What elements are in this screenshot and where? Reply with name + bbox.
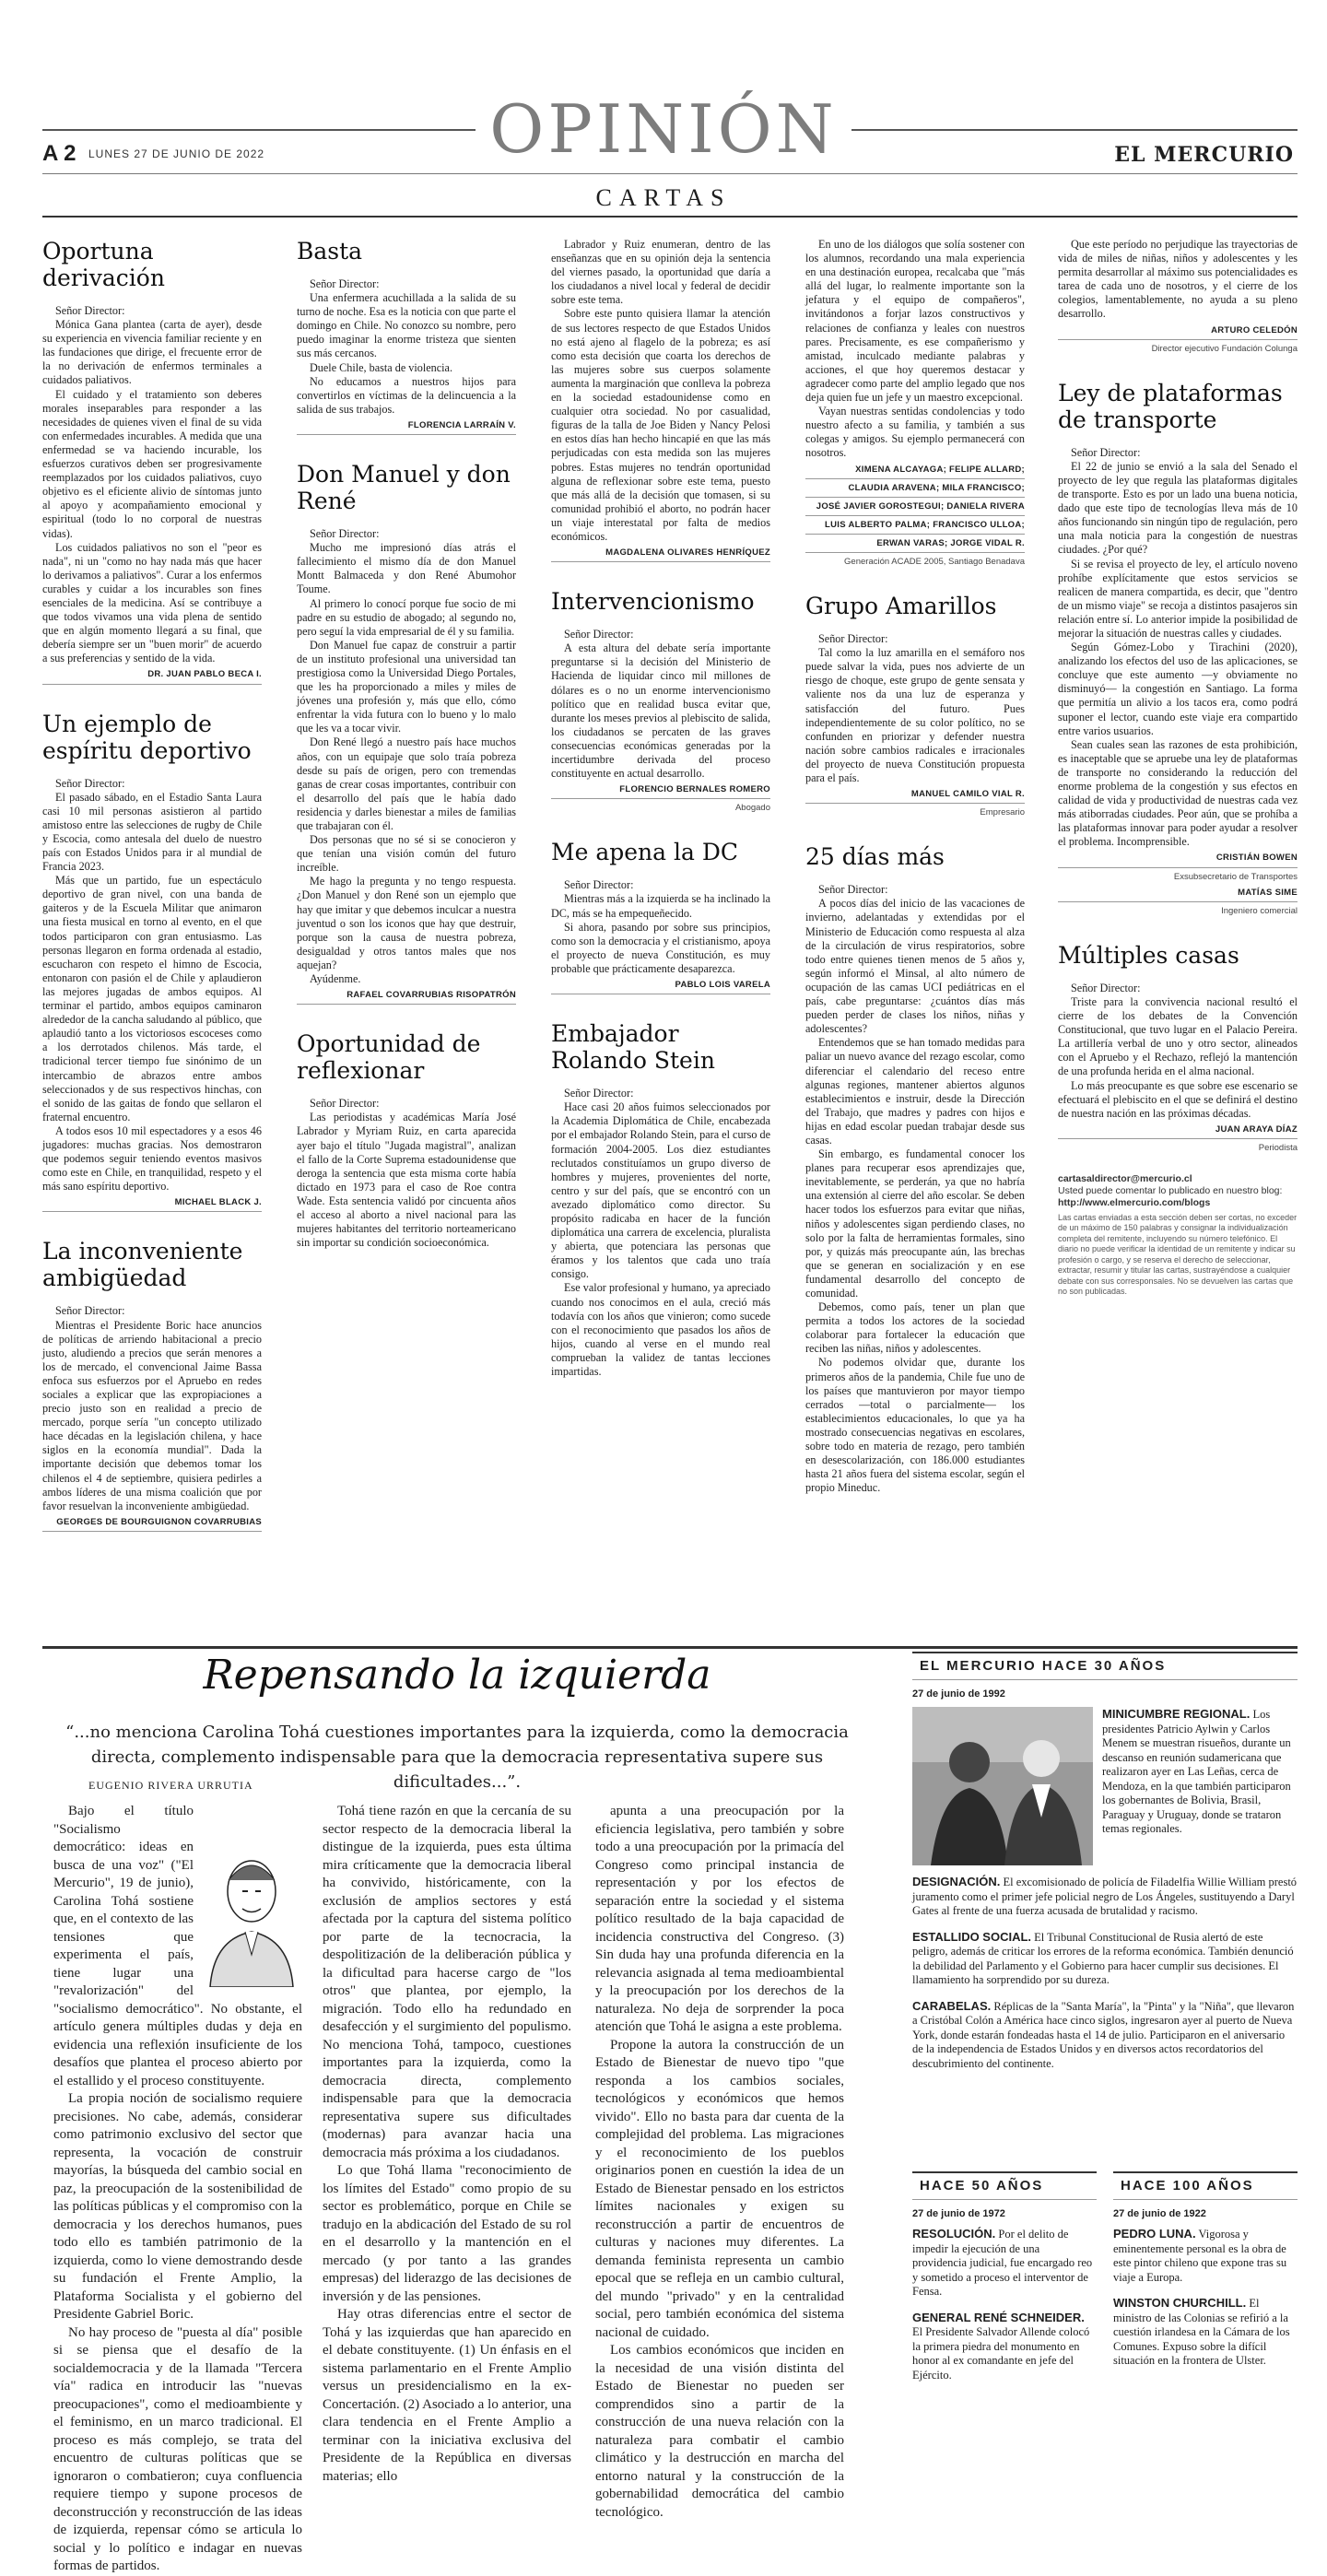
- feature-paragraph: Tohá tiene razón en que la cercanía de su sector respecto de la democracia liberal la distingue de la izquierda, pues esta última mira críticamente que la democracia liberal ha convivido, históricamente, con la exclusión de amplios sectores y está afectada por la captura del sistema político por parte de la tecnocracia, la despolitización de la deliberación pública y la dificultad para hacerse cargo de "los otros" que plantea, por ejemplo, la migración. Todo ello ha redundado en desafección y el surgimiento del populismo. No menciona Tohá, tampoco, cuestiones importantes para la izquierda, como la democracia directa, complemento indispensable para que la democracia representativa supere sus dificultades (modernas) para avanzar hacia una democracia más próxima a los ciudadanos.: [323, 1804, 571, 2160]
- letter-signature: MICHAEL BLACK J.: [42, 1195, 262, 1212]
- letter-role: Empresario: [980, 807, 1025, 818]
- letter-salutation: Señor Director:: [818, 632, 888, 646]
- letter: [42, 238, 262, 685]
- letters-column-5: [1058, 238, 1298, 1298]
- hace-30-date: 27 de junio de 1992: [912, 1688, 1005, 1700]
- letter-signature: ERWAN VARAS; JORGE VIDAL R.: [805, 536, 1025, 553]
- hace-50-header: HACE 50 AÑOS: [912, 2171, 1097, 2200]
- letter-role: Director ejecutivo Fundación Colunga: [1151, 343, 1298, 354]
- letter-paragraph: Lo más preocupante es que sobre ese escenario se efectuará el plebiscito en el que se definirá el destino de nuestra nación en las próximas décadas.: [1058, 1078, 1298, 1120]
- feature-column-3: [595, 1803, 844, 2522]
- letter: [42, 711, 262, 1213]
- feature-paragraph: Los cambios económicos que inciden en la necesidad de una visión distinta del Estado de Bienestar no pueden ser comprendidos sino a partir de la construcción de una nueva relación con la naturaleza para combatir el cambio climático y la destrucción en marcha del entorno natural y la construcción de la gobernabilidad democrática del cambio tecnológico.: [595, 2343, 844, 2520]
- hace-100-item: [1113, 2296, 1298, 2369]
- hace-50-date: 27 de junio de 1972: [912, 2207, 1005, 2219]
- letter-salutation: Señor Director:: [310, 277, 380, 290]
- letter-paragraph: En uno de los diálogos que solía sostener con los alumnos, recordando una mala experiencia en una destinación europea, recalcaba que "más allá del lugar, lo realmente importante son la jefatura y el equipo de compañeros", invitándonos a forjar lazos constructivos y relaciones de confianza y leales con nuestros pares. Precisamente, es ese compañerismo y amistad, inculcado mediante palabras y acciones, el que hoy queremos destacar y agradecer como parte del amplio legado que nos deja quien fue un jefe y un maestro excepcional.: [805, 238, 1025, 405]
- hace-30-item: [1102, 1707, 1298, 1865]
- author-portrait-drawing: [201, 1840, 302, 1987]
- letter-salutation: Señor Director:: [564, 1087, 634, 1100]
- letter-paragraph: Labrador y Ruiz enumeran, dentro de las enseñanzas que en su opinión deja la sentencia del viernes pasado, la oportunidad que daría a los ciudadanos a nivel local y federal de decidir sobre este tema.: [551, 238, 770, 307]
- letter-paragraph: Que este período no perjudique las trayectorias de vida de miles de niñas, niños y adolescentes y les permita desarrollar al máximo sus potencialidades es tarea de cada uno de nosotros, y el cierre de los colegios, lamentablemente, no ayuda a su pleno desarrollo.: [1058, 238, 1298, 321]
- letter-title: Intervencionismo: [551, 588, 755, 616]
- letter-paragraph: Vayan nuestras sentidas condolencias y todo nuestro afecto a su familia, y también a sus colegas y amigos. Su ejemplo permanecerá con nosotros.: [805, 405, 1025, 460]
- letter: [551, 1020, 770, 1379]
- letter-title: Embajador Rolando Stein: [551, 1020, 715, 1075]
- hace-30-item-text: El Tribunal Constitucional de Rusia alertó de este peligro, además de criticar los errores de la reforma económica. También denunció la debilidad del Parlamento y el Gobierno para hacer cumplir sus decisiones. El llamamiento ha sorprendido por su dureza.: [912, 1930, 1294, 1986]
- letter-title: La inconveniente ambigüedad: [42, 1238, 243, 1292]
- hace-30-item-text: El excomisionado de policía de Filadelfia Willie William prestó juramento como el primer jefe policial negro de Los Ángeles, sustituyendo a Daryl Gates al frente de una fuerza acusada de brutalidad y racismo.: [912, 1876, 1298, 1917]
- letter-signature: XIMENA ALCAYAGA; FELIPE ALLARD;: [805, 463, 1025, 479]
- letter-role: Exsubsecretario de Transportes: [1173, 871, 1298, 882]
- letter: [551, 588, 770, 815]
- hace-30-header: EL MERCURIO HACE 30 AÑOS: [912, 1652, 1298, 1680]
- letter-title: Un ejemplo de espíritu deportivo: [42, 710, 252, 764]
- letter-signature: RAFAEL COVARRUBIAS RISOPATRÓN: [297, 988, 516, 1005]
- historic-photo: [912, 1707, 1093, 1865]
- letter-role: Periodista: [1258, 1142, 1298, 1153]
- letter-title: Me apena la DC: [551, 839, 739, 866]
- letter-role: Abogado: [734, 803, 770, 814]
- letter-title: Basta: [297, 238, 363, 265]
- letter-paragraph: Si ahora, pasando por sobre sus principios, como son la democracia y el cristianismo, apoya el proyecto de nueva Constitución, es muy probable que prácticamente desaparezca.: [551, 920, 770, 975]
- letter-continued: [551, 238, 770, 562]
- letter-paragraph: Triste para la convivencia nacional resultó el cierre de los debates de la Convención Constitucional, que tuvo lugar en el Palacio Pereira. La artillería verbal de uno y otro sector, alineados con el Apruebo y el Rechazo, reflejó la mantención de una profunda herida en el alma nacional.: [1058, 994, 1298, 1078]
- page-number: A 2: [42, 141, 76, 166]
- section-title: OPINIÓN: [489, 90, 838, 168]
- hace-100-item-text: Vigorosa y eminentemente personal es la obra de este pintor chileno que expone tras su viaje a Europa.: [1113, 2228, 1287, 2284]
- letter-paragraph: Mientras más a la izquierda se ha inclinado la DC, más se ha empequeñecido.: [551, 892, 770, 920]
- hace-30-box: [912, 1652, 1298, 2071]
- letter-paragraph: Según Gómez-Lobo y Tirachini (2020), analizando los efectos del uso de las aplicaciones, se concluye que este aumento —y obviamente no disminuyó— la congestión en Santiago. La forma que permitía un alivio a los tacos era, como podrá suponer el lector, cuando este viaje era compartido entre varios usuarios.: [1058, 641, 1298, 737]
- letter: [297, 461, 516, 1005]
- bottom-band-rule: [42, 1646, 1298, 1649]
- letter-signature: JOSÉ JAVIER GOROSTEGUI; DANIELA RIVERA: [805, 500, 1025, 516]
- letter-paragraph: A pocos días del inicio de las vacaciones de invierno, adelantadas y extendidas por el Ministerio de Educación como respuesta al alza de la circulación de virus respiratorios, sobre todo entre quienes tienen menos de 5 años y, según informó el Minsal, al alto número de ocupación de las camas UCI pediátricas en el país, cabe preguntarse: ¿cuántos días más pueden perder de clases los niños, niñas y adolescentes?: [805, 897, 1025, 1036]
- feature-paragraph: La propia noción de socialismo requiere precisiones. No cabe, además, considerar como patrimonio exclusivo del sector que representa, la vocación de construir mayorías, la búsqueda del cambio social en paz, la preocupación de la sostenibilidad de las políticas públicas y el compromiso con la democracia y los derechos humanos, pues todo ello es también patrimonio de la izquierda, como lo viene demostrando desde su fundación el Frente Amplio, la Plataforma Socialista y el gobierno del Presidente Gabriel Boric.: [53, 2091, 302, 2322]
- letter-paragraph: El 22 de junio se envió a la sala del Senado el proyecto de ley que regula las plataformas digitales de transporte. Esto es por un lado una buena noticia, dado que este tipo de tecnologías lleva más de 10 años funcionando sin ningún tipo de regulación, pero una mala noticia para la congestión de nuestras ciudades. ¿Por qué?: [1058, 459, 1298, 557]
- feature-paragraph: No hay proceso de "puesta al día" posible si se piensa que el desafío de la socialdemocracia y de la llamada "Tercera vía" radica en introducir las "nuevas preocupaciones", como el medioambiente y el feminismo, en un marco tradicional. El proceso es más complejo, se trata del encuentro de culturas políticas que se ignoraron o combatieron; cuya confluencia requiere tiempo y supone procesos de deconstrucción y reconstrucción de las ideas de izquierda, repensar cómo se articula lo social y lo político e indagar en nuevas formas de partidos.: [53, 2324, 302, 2573]
- letter: [805, 843, 1025, 1495]
- hace-50-item: [912, 2227, 1097, 2300]
- letter-paragraph: Las periodistas y académicas María José Labrador y Myriam Ruiz, en carta aparecida ayer bajo el título "Jugada magistral", analizan el fallo de la Corte Suprema estadounidense que deroga la sentencia que esta misma corte había dictado en 1973 para el caso de Roe contra Wade. Esta sentencia validó por cincuenta años el acceso al aborto a nivel nacional para las mujeres habitantes del territorio norteamericano sin importar su condición socioeconómica.: [297, 1111, 516, 1250]
- letter-title: Ley de plataformas de transporte: [1058, 379, 1283, 433]
- contact-email[interactable]: cartasaldirector@mercurio.cl: [1058, 1172, 1192, 1184]
- letter-signature: FLORENCIO BERNALES ROMERO: [551, 782, 770, 799]
- hace-100-item-key: PEDRO LUNA.: [1113, 2227, 1196, 2241]
- letter-salutation: Señor Director:: [310, 527, 380, 541]
- hace-100-header: HACE 100 AÑOS: [1113, 2171, 1298, 2200]
- letter: [42, 1238, 262, 1532]
- letters-column-4: [805, 238, 1025, 1495]
- subsection-rule: [42, 216, 1298, 218]
- letter-continued: [1058, 238, 1298, 356]
- letters-column-2: [297, 238, 516, 1250]
- subsection-title: CARTAS: [595, 184, 732, 211]
- hace-50-item-text: Por el delito de impedir la ejecución de una providencia judicial, fue encargado reo y sometido a proceso el interventor de Fensa.: [912, 2228, 1093, 2298]
- hace-30-item-key: ESTALLIDO SOCIAL.: [912, 1929, 1032, 1944]
- letter-signature: MANUEL CAMILO VIAL R.: [805, 787, 1025, 804]
- letter-paragraph: Sin embargo, es fundamental conocer los planes para recuperar esos aprendizajes que, inevitablemente, se perderán, ya que no habría una extensión al cierre del año escolar. Se deben hacer todos los esfuerzos para evitar que niñas, niños y adolescentes sigan perdiendo clases, no solo por la falta de herramientas formales, sino por, y quizás más preocupante aún, las brechas que se generan en socialización y en ese fundamental desarrollo del concepto de comunidad.: [805, 1147, 1025, 1300]
- hace-30-item-key: MINICUMBRE REGIONAL.: [1102, 1707, 1251, 1721]
- letter-paragraph: El pasado sábado, en el Estadio Santa Laura casi 10 mil personas asistieron al partido amistoso entre las selecciones de rugby de Chile y Escocia, como antesala del duelo de nuestro país con Estados Unidos para ir al mundial de Francia 2023.: [42, 790, 262, 874]
- letter: [297, 1030, 516, 1250]
- letter-title: Grupo Amarillos: [805, 593, 997, 620]
- letter-paragraph: Don Manuel fue capaz de construir a partir de un instituto profesional una universidad tan prestigiosa como la Universidad Diego Portales, que les ha proporcionado a miles y miles de jóvenes una profesión y, más que ello, cómo enfrentar la vida futura con lo bueno y lo malo que les va a tocar vivir.: [297, 638, 516, 735]
- hace-50-item-key: GENERAL RENÉ SCHNEIDER.: [912, 2310, 1085, 2324]
- letter-salutation: Señor Director:: [310, 1097, 380, 1111]
- letter-paragraph: Ayúdenme.: [310, 972, 361, 986]
- newspaper-name: EL MERCURIO: [1114, 143, 1294, 167]
- letter-role: Ingeniero comercial: [1221, 905, 1298, 916]
- hace-30-item-key: DESIGNACIÓN.: [912, 1875, 1001, 1888]
- feature-column-2: [323, 1803, 571, 2486]
- letter-paragraph: A todos esos 10 mil espectadores y a esos 46 jugadores: muchas gracias. Nos demostraron que podemos seguir teniendo eventos masivos como este en Chile, en tranquilidad, respeto y el más sano espíritu deportivo.: [42, 1123, 262, 1194]
- letter-title: Oportunidad de reflexionar: [297, 1030, 481, 1085]
- feature-paragraph: Bajo el título "Socialismo democrático: ideas en busca de una voz" ("El Mercurio", 19 de junio), Carolina Tohá sostiene que, en el contexto de las tensiones que experimenta el país, tiene lugar una "revalorización" del "socialismo democrático". No obstante, el artículo genera múltiples dudas y deja en evidencia una reflexión insuficiente de los desafíos que plantea el proceso abierto por el estallido y el proceso constituyente.: [53, 1804, 302, 2088]
- feature-title: Repensando la izquierda: [203, 1652, 711, 1699]
- hace-30-item-text: Réplicas de la "Santa María", la "Pinta" y la "Niña", que llevaron a Cristóbal Colón a América hace cinco siglos, ingresaron ayer al puerto de Nueva York, donde estarán fondeadas hasta el 14 de julio. Participaron en el aniversario de la independencia de Estados Unidos y en diversos actos recordatorios del descubrimiento del continente.: [912, 1999, 1295, 2070]
- letter-salutation: Señor Director:: [818, 883, 888, 897]
- letter-paragraph: Hace casi 20 años fuimos seleccionados por la Academia Diplomática de Chile, encabezada por el embajador Rolando Stein, para el curso de formación 2004-2005. Los diez estudiantes reclutados constituíamos un grupo diverso de hombres y mujeres, provenientes del norte, centro y sur del país, que se encontró con un avezado diplomático como director. Su propósito radicaba en hacer de la función diplomática una carrera de excelencia, pluralista y abierta, que potenciara las personas que éramos y los talentos que cada uno traía consigo.: [551, 1100, 770, 1281]
- hace-30-item: [912, 1875, 1298, 1919]
- letter-paragraph: Sean cuales sean las razones de esta prohibición, es inaceptable que se apruebe una ley de plataformas de transporte no considerando la reducción del enorme problema de la congestión y sus efectos en calidad de vida y productividad de nuestras cada vez más atiborradas ciudades. Peor aún, que se prohíba a las plataformas innovar para poder ayudar a resolver el problema. Incomprensible.: [1058, 737, 1298, 849]
- letters-column-3: [551, 238, 770, 1379]
- feature-paragraph: Propone la autora la construcción de un Estado de Bienestar de nuevo tipo "que responda a los cambios sociales, tecnológicos y económicos que hemos vivido". Ello no basta para dar cuenta de la complejidad del problema. Las migraciones y el reconocimiento de los pueblos originarios ponen en cuestión la idea de un Estado de Bienestar pensado en los estrictos límites nacionales y exigen su reconstrucción a partir de encuentros de culturas y naciones muy diferentes. La demanda feminista representa un cambio epocal que se refleja en un cambio cultural, del mundo "privado" y en la centralidad social, pero también económica del sistema nacional de cuidado.: [595, 2037, 844, 2340]
- letter-paragraph: Mónica Gana plantea (carta de ayer), desde su experiencia en vivencia familiar reciente y en las fundaciones que dirige, el frecuente error de la no derivación de enfermos terminales a cuidados paliativos.: [42, 318, 262, 387]
- hace-100-item-key: WINSTON CHURCHILL.: [1113, 2296, 1247, 2310]
- letter: [805, 593, 1025, 819]
- letter-title: Don Manuel y don René: [297, 461, 511, 515]
- letter-title: Oportuna derivación: [42, 238, 165, 291]
- letter: [1058, 380, 1298, 918]
- hace-50-box: [912, 2171, 1097, 2382]
- letter-signature: GEORGES DE BOURGUIGNON COVARRUBIAS: [42, 1515, 262, 1532]
- hace-30-item: [912, 1999, 1298, 2072]
- letters-column-1: [42, 238, 262, 1534]
- letter-paragraph: A esta altura del debate sería importante preguntarse si la decisión del Ministerio de Hacienda de liquidar cinco mil millones de dólares es o no un enorme intervencionismo político que en realidad busca evitar que, durante los meses previos al plebiscito de salida, los ciudadanos se percaten de las graves consecuencias económicas generadas por la incertidumbre derivada del proceso constituyente en actual desarrollo.: [551, 641, 770, 781]
- letter-paragraph: Sobre este punto quisiera llamar la atención de sus lectores respecto de que Estados Unidos no está ajeno al flagelo de la pobreza; es así como esta decisión que coarta los derechos de las mujeres sobre sus cuerpos solamente aumenta la marginación que conlleva la pobreza en la sociedad estadounidense como en cualquier otra sociedad. No por casualidad, figuras de la talla de Joe Biden y Nancy Pelosi en estos días han hecho hincapié en que las más perjudicadas con esta medida son las mujeres pobres. Estas mujeres no tendrán oportunidad alguna de reflexionar sobre este tema, puesto que más allá de la decisión que tomasen, si su comunidad prohibió el aborto, no podrán hacer un viaje interestatal por falta de medios económicos.: [551, 307, 770, 543]
- contact-blog-text: Usted puede comentar lo publicado en nuestro blog:: [1058, 1184, 1283, 1196]
- letter-signature: FLORENCIA LARRAÍN V.: [297, 418, 516, 435]
- hace-30-item-key: CARABELAS.: [912, 1998, 992, 2013]
- letter-salutation: Señor Director:: [55, 1304, 125, 1318]
- letter-paragraph: No podemos olvidar que, durante los primeros años de la pandemia, Chile fue uno de los países que mantuvieron por mayor tiempo cerrados —total o parcialmente— los establecimientos educacionales, lo que ya ha mostrado consecuencias negativas en escolares, sobre todo en materia de rezago, pero también en desescolarización, con 186.000 estudiantes hasta 21 años fuera del sistema escolar, según el propio Mineduc.: [805, 1356, 1025, 1495]
- author-portrait: [201, 1840, 302, 1987]
- feature-paragraph: Hay otras diferencias entre el sector de Tohá y las izquierdas que han aparecido en el debate constituyente. (1) Un énfasis en el sistema parlamentario en el Frente Amplio versus un presidencialismo en la ex-Concertación. (2) Asociado a lo anterior, una clara tendencia en el Frente Amplio a terminar con la iniciativa exclusiva del Presidente de la República en diversas materias; ello: [323, 2307, 571, 2484]
- hace-100-date: 27 de junio de 1922: [1113, 2207, 1206, 2219]
- contact-blog-link[interactable]: http://www.elmercurio.com/blogs: [1058, 1196, 1211, 1208]
- letter-paragraph: Dos personas que no sé si se conocieron y que tenían una visión común del futuro increíble.: [297, 833, 516, 875]
- hace-50-item-text: El Presidente Salvador Allende colocó la primera piedra del monumento en honor al ex comandante en jefe del Ejército.: [912, 2325, 1090, 2382]
- feature-author: EUGENIO RIVERA URRUTIA: [88, 1779, 253, 1792]
- letter-signature: DR. JUAN PABLO BECA I.: [42, 667, 262, 684]
- hace-50-item: [912, 2311, 1097, 2383]
- letter-signature: PABLO LOIS VARELA: [551, 978, 770, 994]
- letter-paragraph: Don René llegó a nuestro país hace muchos años, con un equipaje que solo traía pobreza desde su país de origen, pero con tremendas ganas de crear cosas importantes, contribuir con el desarrollo del país que le había dado residencia y darles bienestar a miles de familias que trabajaran con él.: [297, 735, 516, 832]
- hace-100-item: [1113, 2227, 1298, 2285]
- feature-paragraph: apunta a una preocupación por la eficiencia legislativa, pero también y sobre todo a una preocupación por la primacía del Congreso como principal instancia de representación y por los efectos de separación entre la sociedad y el sistema político resultado de la baja capacidad de incidencia constructiva del Congreso. (3) Sin duda hay una profunda diferencia en la relevancia asignada al tema medioambiental y la preocupación por los derechos de la naturaleza. No deja de sorprender la poca atención que Tohá le asigna a este problema.: [595, 1804, 844, 2034]
- letter-salutation: Señor Director:: [1071, 981, 1141, 994]
- letter-title: 25 días más: [805, 843, 945, 871]
- letter-role: Generación ACADE 2005, Santiago Benadava: [844, 556, 1025, 567]
- letter-signature: LUIS ALBERTO PALMA; FRANCISCO ULLOA;: [805, 518, 1025, 535]
- letter-continued: [805, 238, 1025, 569]
- letter-signature: MATÍAS SIME: [1058, 886, 1298, 902]
- contact-box: [1058, 1173, 1298, 1298]
- masthead-separator: [42, 173, 1298, 174]
- letter-paragraph: Mucho me impresionó días atrás el fallecimiento el mismo día de don Manuel Montt Balmaceda y don René Abumohor Toume.: [297, 541, 516, 596]
- historic-photo-drawing: [912, 1707, 1093, 1865]
- letter: [1058, 942, 1298, 1155]
- hace-30-item-text: Los presidentes Patricio Aylwin y Carlos Menem se muestran risueños, durante un descanso en reunión sudamericana que realizaron ayer en Las Leñas, cerca de Mendoza, en la que también participaron los gobernantes de Bolivia, Brasil, Paraguay y Uruguay, donde se trataron temas regionales.: [1102, 1708, 1291, 1835]
- letter: [551, 839, 770, 994]
- letter-salutation: Señor Director:: [564, 628, 634, 641]
- letter-salutation: Señor Director:: [55, 304, 125, 317]
- page-date: LUNES 27 DE JUNIO DE 2022: [88, 147, 265, 160]
- hace-100-box: [1113, 2171, 1298, 2369]
- letter-paragraph: Debemos, como país, tener un plan que permita a todos los actores de la sociedad colaborar para fortalecer la educación que reciben las niñas, niños y adolescentes.: [805, 1300, 1025, 1356]
- hace-100-item-text: El ministro de las Colonias se refirió a la cuestión irlandesa en la Cámara de los Comunes. Expuso sobre la difícil situación en la frontera de Ulster.: [1113, 2297, 1290, 2367]
- contact-fine-print: Las cartas enviadas a esta sección deben ser cortas, no exceder de un máximo de 150 palabras y consignar la individualización completa del remitente, incluyendo su número telefónico. El diario no puede verificar la identidad de un remitente y indicar su profesión o cargo, y se reserva el derecho de seleccionar, extractar, resumir y titular las cartas, sustrayéndose a cualquier debate con sus corresponsales. No se devuelven las cartas que no son publicadas.: [1058, 1212, 1298, 1297]
- feature-quote: “...no menciona Carolina Tohá cuestiones importantes para la izquierda, como la democracia directa, complemento indispensable para que la democracia representativa supere sus dificultades...”.: [65, 1723, 849, 1792]
- feature-paragraph: Lo que Tohá llama "reconocimiento de los límites del Estado" como propio de su sector es problemático, porque en Chile se tradujo en la abdicación del Estado de su rol en el desarrollo y la mantención en el mercado (y por tanto a las grandes empresas) del liderazgo de las decisiones de inversión y de las pensiones.: [323, 2163, 571, 2304]
- letter-paragraph: Si se revisa el proyecto de ley, el artículo noveno prohíbe explícitamente que estos servicios se realicen de manera compartida, es decir, que "dentro de un mismo viaje" se recoja a distintos pasajeros sin relación entre sí. Lo anterior impide la posibilidad de mejorar la situación de nuestras calles y ciudades.: [1058, 557, 1298, 640]
- letter-paragraph: Duele Chile, basta de violencia.: [310, 360, 452, 374]
- letter-paragraph: El cuidado y el tratamiento son deberes morales inseparables para responder a las necesidades de quienes viven el final de su vida con enfermedades incurables. A medida que una enfermedad se va haciendo incurable, los esfuerzos curativos deben ser progresivamente reemplazados por los cuidados paliativos, cuyo objetivo es el eficiente alivio de síntomas junto al apoyo y acompañamiento emocional y espiritual (todo lo no corporal de nuestras vidas).: [42, 387, 262, 540]
- letter-salutation: Señor Director:: [1071, 445, 1141, 459]
- letter-paragraph: Más que un partido, fue un espectáculo deportivo de gran nivel, con una banda de gaiteros y de la Escuela Militar que animaron una fiesta musical en torno al evento, en el que todos participaron con gran entusiasmo. Las personas llegaron en forma ordenada al estadio, escucharon con respeto el himno de Escocia, entonaron con pasión el de Chile y aplaudieron las mejores jugadas de ambos equipos. Al terminar el partido, ambos equipos caminaron alrededor de la cancha saludando al público, que aplaudió tanto a los victoriosos escoceses como a los derrotados chilenos. Más tarde, el tradicional tercer tiempo fue sinónimo de un intercambio de abrazos entre ambos seleccionados y de sus respectivos hinchas, con el sonido de las gaitas de fondo que sellaron el fraternal encuentro.: [42, 874, 262, 1123]
- letter-paragraph: Me hago la pregunta y no tengo respuesta. ¿Don Manuel y don René son un ejemplo que hay que imitar y que debemos inculcar a nuestra juventud o son los iconos que hay que destruir, porque son la causa de nuestra pobreza, desigualdad y otros tantos males que nos aquejan?: [297, 875, 516, 971]
- letter-paragraph: Los cuidados paliativos no son el "peor es nada", ni un "como no hay nada más que hacer lo derivamos a paliativos". Curar a los enfermos curables y cuidar a los incurables son fines esenciales de la medicina. Así se contribuye a que todos vivamos una vida plena de sentido que en algún momento llegará a su final, que debería siempre ser un "buen morir" de acuerdo a sus preferencias y sentido de la vida.: [42, 540, 262, 665]
- letter-paragraph: Entendemos que se han tomado medidas para paliar un nuevo avance del rezago escolar, como diferenciar el calendario del receso entre algunas regiones, mantener abiertos algunos establecimientos e instruir, desde la Dirección del Trabajo, que madres y padres con hijos e hijas en edad escolar puedan trabajar desde sus casas.: [805, 1036, 1025, 1147]
- letter-signature: CRISTIÁN BOWEN: [1058, 851, 1298, 867]
- letter-title: Múltiples casas: [1058, 941, 1239, 969]
- letter-salutation: Señor Director:: [55, 776, 125, 790]
- letter-signature: JUAN ARAYA DÍAZ: [1058, 1123, 1298, 1139]
- letter-paragraph: Al primero lo conocí porque fue socio de mi padre en su estudio de abogado; al segundo no, pero seguí la vida empresarial de él y su familia.: [297, 596, 516, 638]
- hace-50-item-key: RESOLUCIÓN.: [912, 2227, 996, 2241]
- feature-column-1: [53, 1803, 302, 2576]
- letter-paragraph: No educamos a nuestros hijos para convertirlos en víctimas de la delincuencia a la salida de sus trabajos.: [297, 374, 516, 416]
- letter: [297, 238, 516, 435]
- hace-30-item: [912, 1930, 1298, 1988]
- letter-signature: MAGDALENA OLIVARES HENRÍQUEZ: [551, 546, 770, 562]
- letter-signature: CLAUDIA ARAVENA; MILA FRANCISCO;: [805, 481, 1025, 498]
- letter-paragraph: Una enfermera acuchillada a la salida de su turno de noche. Esa es la noticia con que parte el domingo en Chile. No conozco su nombre, pero puedo imaginar la enorme tristeza que sienten sus más cercanos.: [297, 291, 516, 360]
- letter-paragraph: Mientras el Presidente Boric hace anuncios de políticas de arriendo habitacional a precio justo, aludiendo a precios que serán menores a los de mercado, el convencional Jaime Bassa enfoca sus esfuerzos por el Apruebo en redes sociales a explicar que las expropiaciones a precio justo son en realidad a precio de mercado, porque sería "un concepto utilizado hace décadas en la legislación chilena, y hace siglos en la economía mundial". Dada la importante decisión que debemos tomar los chilenos el 4 de septiembre, quisiera pedirles a ambos líderes de una misma coalición que por favor resuelvan la inconveniente ambigüedad.: [42, 1318, 262, 1512]
- letter-salutation: Señor Director:: [564, 878, 634, 892]
- letter-signature: ARTURO CELEDÓN: [1058, 323, 1298, 340]
- letter-paragraph: Ese valor profesional y humano, ya apreciado cuando nos conocimos en el aula, creció más todavía con los años que vinieron; como sucede con el reconocimiento que pasados los años de hijos, cuando al verse en el mundo real comprueban la validez de tantas lecciones impartidas.: [551, 1281, 770, 1378]
- letter-paragraph: Tal como la luz amarilla en el semáforo nos puede salvar la vida, pues nos advierte de un riesgo de choque, este grupo de gente sensata y valiente nos da una luz de esperanza y satisfacción del futuro. Pues independientemente de su color político, no se confunden en priorizar y defender nuestra nación sobre cambios radicales e irracionales del proyecto de nueva Constitución propuesta para el país.: [805, 646, 1025, 784]
